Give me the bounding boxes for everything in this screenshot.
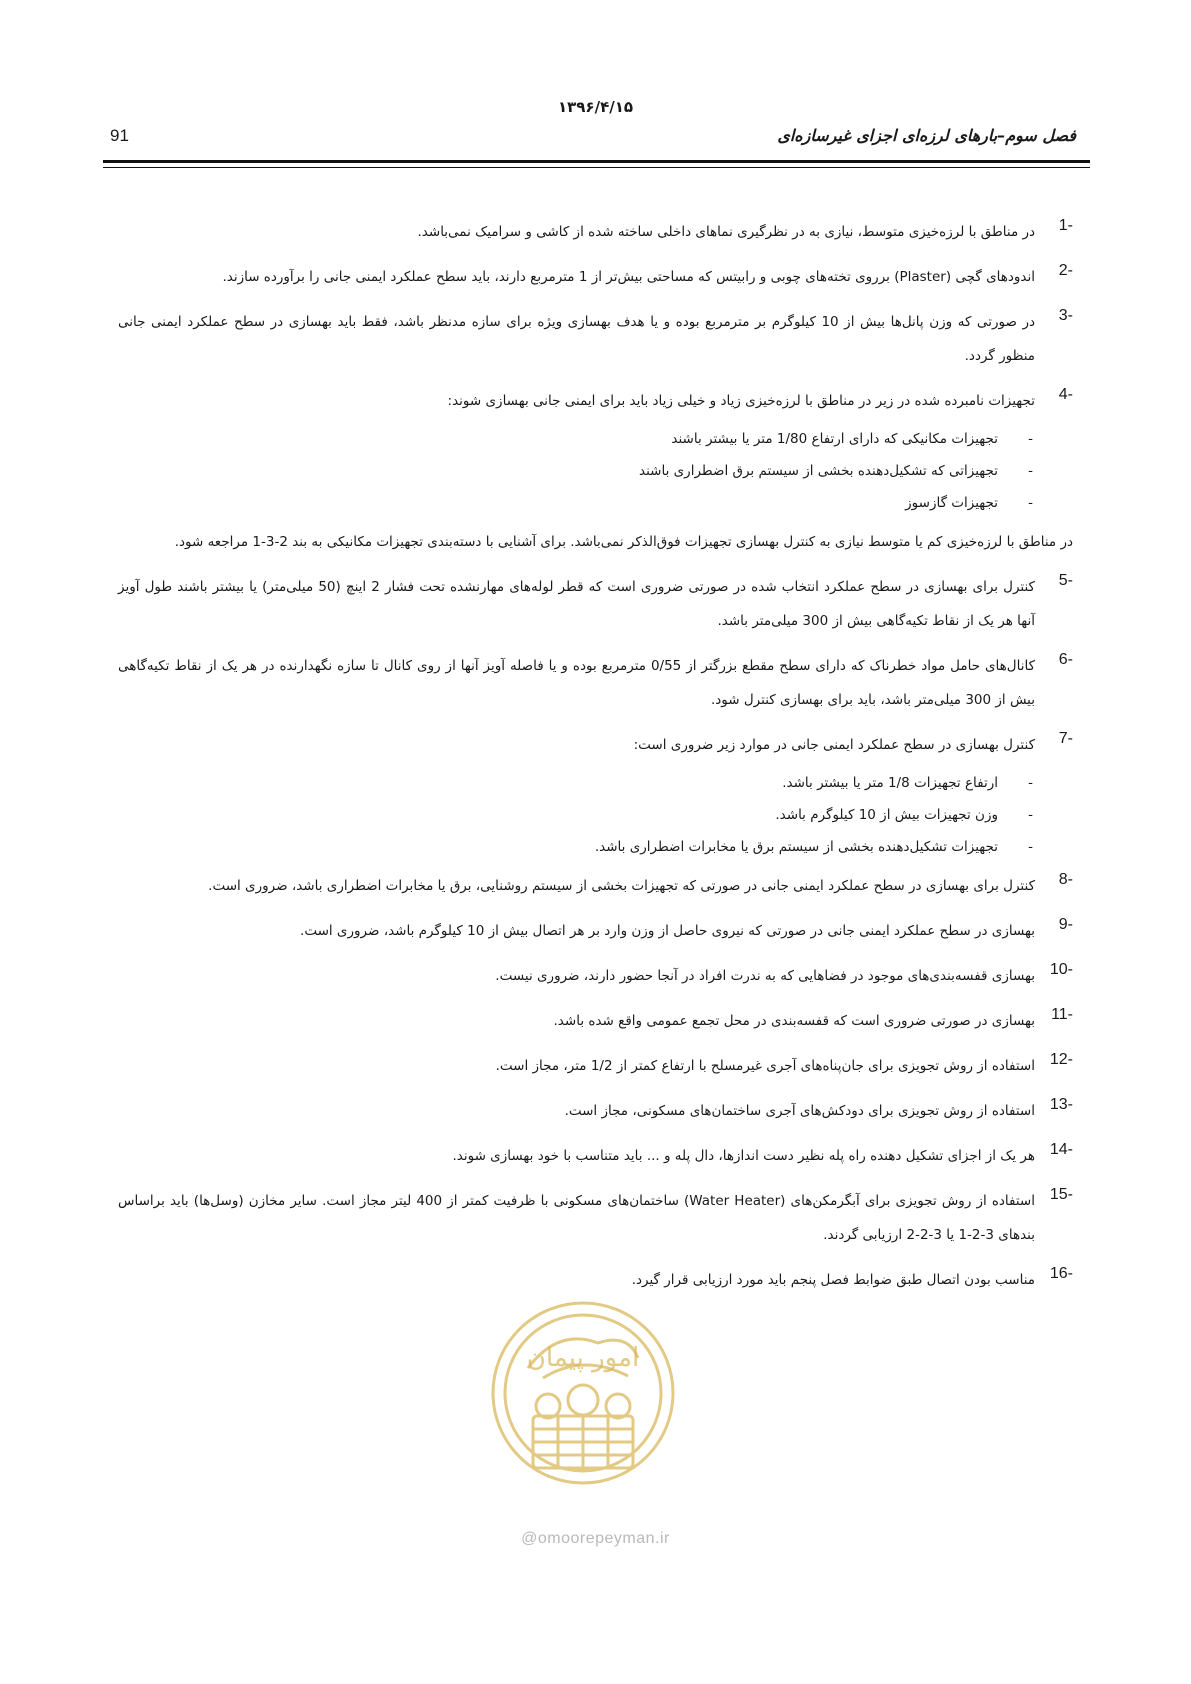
item-number: 6- — [1058, 651, 1073, 668]
item-text: استفاده از روش تجویزی برای جان‌پناه‌های آجری غیرمسلح با ارتفاع کمتر از 1/2 متر، مجاز است. — [495, 1058, 1035, 1074]
bullet-dash: - — [1028, 775, 1033, 791]
sub-item — [118, 429, 1073, 450]
list-item — [118, 1139, 1073, 1173]
sub-item-text: وزن تجهیزات بیش از 10 کیلوگرم باشد. — [775, 807, 998, 823]
item-text: کنترل بهسازی در سطح عملکرد ایمنی جانی در موارد زیر ضروری است: — [633, 737, 1035, 753]
item-text: در مناطق با لرزه‌خیزی متوسط، نیازی به در نظرگیری نماهای داخلی ساخته شده از کاشی و سرامیک نمی‌باشد. — [417, 224, 1035, 240]
item-text: استفاده از روش تجویزی برای آبگرمکن‌های (Water Heater) ساختمان‌های مسکونی با ظرفیت کمتر از 400 لیتر مجاز است. سایر مخازن (وسل‌ها) باید براساس بندهای 3-2-1 یا 3-2-2 ارزیابی گردند. — [118, 1193, 1035, 1243]
header-rule-thin — [103, 167, 1090, 168]
item-text: هر یک از اجزای تشکیل دهنده راه پله نظیر دست اندازها، دال پله و ... باید متناسب با خود بهسازی شوند. — [452, 1148, 1035, 1164]
sub-item-text: تجهیزاتی که تشکیل‌دهنده بخشی از سیستم برق اضطراری باشند — [638, 463, 998, 479]
item-number: 11- — [1051, 1006, 1073, 1023]
document-body — [118, 215, 1073, 1308]
sub-item-text: تجهیزات گازسوز — [905, 495, 998, 511]
item-number: 1- — [1058, 217, 1073, 234]
item-number: 14- — [1049, 1141, 1073, 1158]
bullet-dash: - — [1028, 495, 1033, 511]
sub-item — [118, 773, 1073, 794]
item-text: کنترل برای بهسازی در سطح عملکرد ایمنی جانی در صورتی که تجهیزات بخشی از سیستم روشنایی، برق یا مخابرات اضطراری باشد، ضروری است. — [208, 878, 1035, 894]
item-text: در صورتی که وزن پانل‌ها بیش از 10 کیلوگرم بر مترمربع بوده و یا هدف بهسازی ویژه برای سازه مدنظر باشد، فقط باید بهسازی در سطح عملکرد ایمنی جانی منظور گردد. — [118, 314, 1035, 364]
item-text: بهسازی در صورتی ضروری است که قفسه‌بندی در محل تجمع عمومی واقع شده باشد. — [553, 1013, 1035, 1029]
sub-item-text: تجهیزات تشکیل‌دهنده بخشی از سیستم برق یا مخابرات اضطراری باشد. — [594, 839, 998, 855]
item-number: 12- — [1049, 1051, 1073, 1068]
item-text: بهسازی قفسه‌بندی‌های موجود در فضاهایی که به ندرت افراد در آنجا حضور دارند، ضروری نیست. — [495, 968, 1035, 984]
item-number: 16- — [1049, 1265, 1073, 1282]
list-item — [118, 649, 1073, 717]
list-item — [118, 959, 1073, 993]
watermark-logo-text: امور پیمان — [526, 1343, 640, 1373]
item-number: 13- — [1049, 1096, 1073, 1113]
item-number: 8- — [1058, 871, 1073, 888]
list-item — [118, 1263, 1073, 1297]
item-number: 10- — [1049, 961, 1073, 978]
item-number: 9- — [1058, 916, 1073, 933]
list-item — [118, 914, 1073, 948]
item-text: بهسازی در سطح عملکرد ایمنی جانی در صورتی که نیروی حاصل از وزن وارد بر هر اتصال بیش از 10 کیلوگرم باشد، ضروری است. — [300, 923, 1035, 939]
watermark-website: @omoorepeyman.ir — [521, 1530, 670, 1547]
list-item — [118, 1184, 1073, 1252]
paragraph: در مناطق با لرزه‌خیزی کم یا متوسط نیازی به کنترل بهسازی تجهیزات فوق‌الذکر نمی‌باشد. برای آشنایی با دسته‌بندی تجهیزات مکانیکی به بند 2-3-1 مراجعه شود. — [174, 534, 1073, 550]
document-date: ۱۳۹۶/۴/۱۵ — [557, 98, 634, 116]
list-item — [118, 728, 1073, 762]
item-text: مناسب بودن اتصال طبق ضوابط فصل پنجم باید مورد ارزیابی قرار گیرد. — [631, 1272, 1035, 1288]
list-item — [118, 1049, 1073, 1083]
sub-item — [118, 493, 1073, 514]
page-number: 91 — [110, 126, 129, 145]
bullet-dash: - — [1028, 839, 1033, 855]
item-number: 7- — [1058, 730, 1073, 747]
item-number: 3- — [1058, 307, 1073, 324]
list-item — [118, 305, 1073, 373]
chapter-title: فصل سوم–بارهای لرزه‌ای اجزای غیرسازه‌ای — [777, 126, 1076, 145]
list-item — [118, 260, 1073, 294]
item-number: 5- — [1058, 572, 1073, 589]
sub-item-text: تجهیزات مکانیکی که دارای ارتفاع 1/80 متر یا بیشتر باشند — [671, 431, 998, 447]
bullet-dash: - — [1028, 463, 1033, 479]
sub-item — [118, 805, 1073, 826]
bullet-dash: - — [1028, 807, 1033, 823]
watermark-logo-icon — [488, 1298, 678, 1488]
item-number: 4- — [1058, 386, 1073, 403]
item-text: کانال‌های حامل مواد خطرناک که دارای سطح مقطع بزرگتر از 0/55 مترمربع بوده و یا فاصله آویز آنها از روی کانال تا سازه نگهدارنده در هر یک از نقاط تکیه‌گاهی بیش از 300 میلی‌متر باشد، باید برای بهسازی کنترل شود. — [118, 658, 1035, 708]
list-item — [118, 869, 1073, 903]
list-item — [118, 1004, 1073, 1038]
item-text: کنترل برای بهسازی در سطح عملکرد انتخاب شده در صورتی ضروری است که قطر لوله‌های مهارنشده تحت فشار 2 اینچ (50 میلی‌متر) یا بیشتر باشند طول آویز آنها هر یک از نقاط تکیه‌گاهی بیش از 300 میلی‌متر باشد. — [118, 579, 1035, 629]
item-text: اندودهای گچی (Plaster) برروی تخته‌های چوبی و رابیتس که مساحتی بیش‌تر از 1 مترمربع دارند، باید سطح عملکرد ایمنی جانی را برآورده سازند. — [222, 269, 1035, 285]
item-number: 2- — [1058, 262, 1073, 279]
header-rule-thick — [103, 160, 1090, 163]
list-item — [118, 384, 1073, 418]
sub-item — [118, 461, 1073, 482]
list-item — [118, 570, 1073, 638]
sub-item — [118, 837, 1073, 858]
item-text: استفاده از روش تجویزی برای دودکش‌های آجری ساختمان‌های مسکونی، مجاز است. — [564, 1103, 1035, 1119]
item-number: 15- — [1049, 1186, 1073, 1203]
bullet-dash: - — [1028, 431, 1033, 447]
item-text: تجهیزات نامبرده شده در زیر در مناطق با لرزه‌خیزی زیاد و خیلی زیاد باید برای ایمنی جانی بهسازی شوند: — [447, 393, 1035, 409]
list-item — [118, 215, 1073, 249]
sub-item-text: ارتفاع تجهیزات 1/8 متر یا بیشتر باشد. — [782, 775, 998, 791]
list-item — [118, 1094, 1073, 1128]
